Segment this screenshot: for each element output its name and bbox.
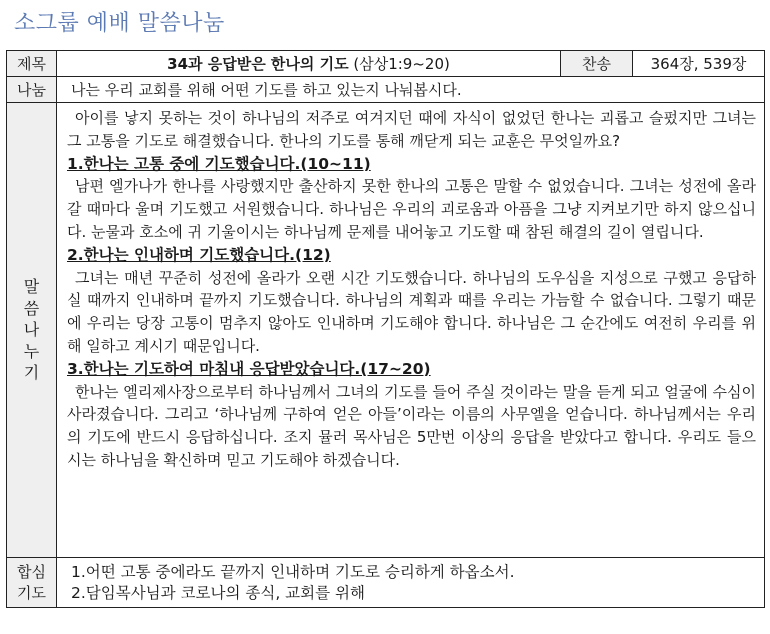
prayer-label [7,558,57,608]
sermon-body [57,103,765,558]
prayer-row [7,558,765,608]
section-body: 한나는 엘리제사장으로부터 하나님께서 그녀의 기도를 들어 주실 것이라는 말을 듣게 되고 얼굴에 수심이 사라졌습니다. 그리고 ‘하나님께 구하여 얻은 아들’이라는 이름의 사무엘을 얻습니다. 하나님께서는 우리의 기도에 반드시 응답하십니다. 조지 뮬러 목사님은 5만번 이상의 응답을 받았다고 합니다. 우리도 들으시는 하나님을 확신하며 믿고 기도해야 하겠습니다. [67,382,756,469]
title-label: 제목 [7,51,57,77]
title-row [7,51,765,77]
hymn-numbers: 364장, 539장 [633,51,765,77]
prayer-label-line: 기도 [17,583,46,602]
hymn-label: 찬송 [561,51,633,77]
section-heading: 1.한나는 고통 중에 기도했습니다.(10~11) [67,154,371,173]
sermon-label-char: 말 [23,277,40,297]
prayer-item: 2.담임목사님과 코로나의 종식, 교회를 위해 [71,583,365,602]
sermon-title: 34과 응답받은 한나의 기도 [167,55,349,73]
prayer-label-line: 합심 [17,562,46,581]
page-title: 소그룹 예배 말씀나눔 [14,11,225,36]
sharing-row [7,77,765,103]
sermon-label-char: 씀 [23,298,40,318]
sermon-title-cell [57,51,561,77]
prayer-item: 1.어떤 고통 중에라도 끝까지 인내하며 기도로 승리하게 하옵소서. [71,562,515,581]
scripture-reference: (삼상1:9~20) [353,55,450,73]
sharing-question: 나는 우리 교회를 위해 어떤 기도를 하고 있는지 나눠봅시다. [57,77,765,103]
sermon-intro: 아이를 낳지 못하는 것이 하나님의 저주로 여겨지던 때에 자식이 없었던 한나는 괴롭고 슬펐지만 그녀는 그 고통을 기도로 해결했습니다. 한나의 기도를 통해 깨닫게 되는 교훈은 무엇일까요? [67,109,756,150]
section-heading: 3.한나는 기도하여 마침내 응답받았습니다.(17~20) [67,359,431,378]
sermon-row [7,103,765,558]
section-body: 그녀는 매년 꾸준히 성전에 올라가 오랜 시간 기도했습니다. 하나님의 도우심을 지성으로 구했고 응답하실 때까지 인내하며 끝까지 기도했습니다. 하나님의 계획과 때를 우리는 가늠할 수 없습니다. 그렇기 때문에 우리는 당장 고통이 멈추지 않아도 인내하며 기도해야 합니다. 하나님은 그 순간에도 여전히 우리를 위해 일하고 계시기 때문입니다. [67,268,756,355]
sharing-label: 나눔 [7,77,57,103]
prayer-list [57,558,765,608]
sermon-label-char: 나 [23,320,40,340]
sermon-label-char: 누 [23,341,40,361]
section-heading: 2.한나는 인내하며 기도했습니다.(12) [67,245,331,264]
worship-sheet-table [6,50,765,608]
sermon-label-vertical [13,276,50,384]
sermon-label-char: 기 [23,363,40,383]
sermon-label [7,103,57,558]
section-body: 남편 엘가나가 한나를 사랑했지만 출산하지 못한 한나의 고통은 말할 수 없었습니다. 그녀는 성전에 올라갈 때마다 울며 기도했고 서원했습니다. 하나님은 우리의 괴로움과 아픔을 그냥 지켜보기만 하지 않으십니다. 눈물과 호소에 귀 기울이시는 하나님께 문제를 내어놓고 기도할 때 참된 해결의 길이 열립니다. [67,177,756,241]
